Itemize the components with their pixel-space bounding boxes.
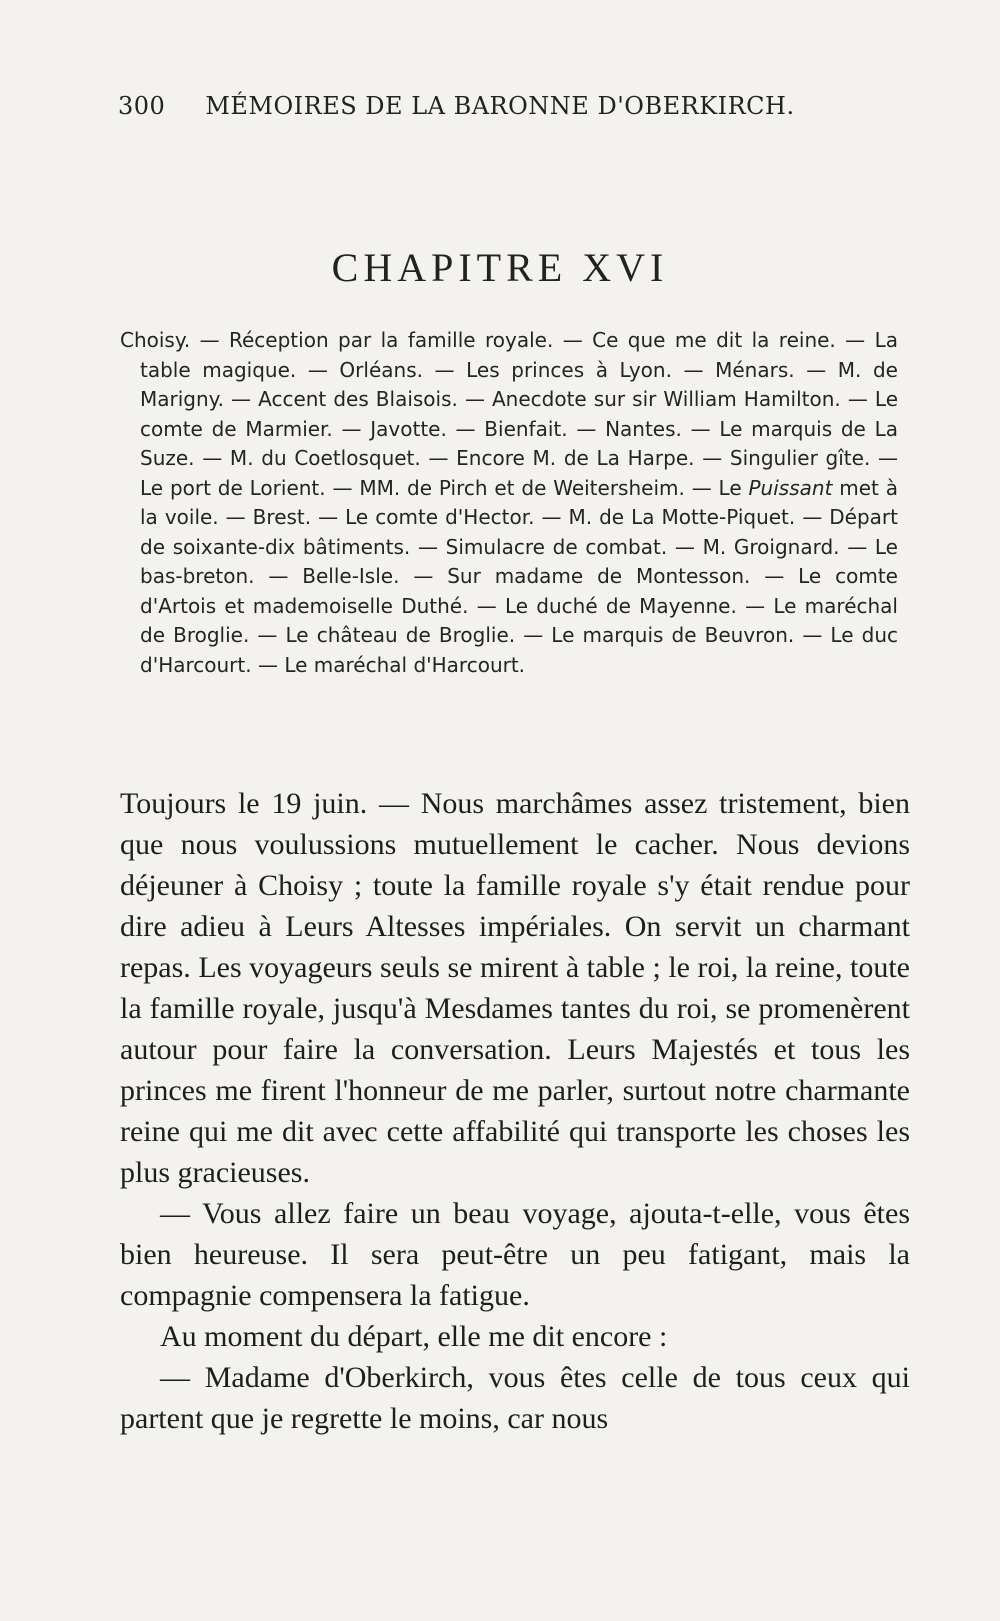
paragraph-1: Toujours le 19 juin. — Nous marchâmes assez tristement, bien que nous voulussions mutuellement le cacher. Nous devions déjeuner à Choisy ; toute la famille royale s'y était rendue pour dire adieu à Leurs Altesses impériales. On servit un charmant repas. Les voyageurs seuls se mirent à table ; le roi, la reine, toute la famille royale, jusqu'à Mesdames tantes du roi, se promenèrent autour pour faire la conversation. Leurs Majestés et tous les princes me firent l'honneur de me parler, surtout notre charmante reine qui me dit avec cette affabilité qui transporte les choses les plus gracieuses.: [120, 787, 910, 1189]
paragraph-2: — Vous allez faire un beau voyage, ajouta-t-elle, vous êtes bien heureuse. Il sera peut-être un peu fatigant, mais la compagnie compensera la fatigue.: [120, 1197, 910, 1312]
page-number: 300: [118, 92, 166, 120]
paragraph-4: — Madame d'Oberkirch, vous êtes celle de tous ceux qui partent que je regrette le moins, car nous: [120, 1361, 910, 1435]
body-text: [120, 783, 910, 1439]
running-head: [118, 92, 818, 120]
summary-text-part-1: Choisy. — Réception par la famille royale. — Ce que me dit la reine. — La table magique. — Orléans. — Les princes à Lyon. — Ménars. — M. de Marigny. — Accent des Blaisois. — Anecdote sur sir William Hamilton. — Le comte de Marmier. — Javotte. — Bienfait. — Nantes. — Le marquis de La Suze. — M. du Coetlosquet. — Encore M. de La Harpe. — Singulier gîte. — Le port de Lorient. — MM. de Pirch et de Weitersheim. — Le: [120, 328, 898, 500]
summary-text-part-2: met à la voile. — Brest. — Le comte d'Hector. — M. de La Motte-Piquet. — Départ de soixante-dix bâtiments. — Simulacre de combat. — M. Groignard. — Le bas-breton. — Belle-Isle. — Sur madame de Montesson. — Le comte d'Artois et mademoiselle Duthé. — Le duché de Mayenne. — Le maréchal de Broglie. — Le château de Broglie. — Le marquis de Beuvron. — Le duc d'Harcourt. — Le maréchal d'Harcourt.: [140, 475, 898, 677]
chapter-title: CHAPITRE XVI: [331, 245, 669, 290]
chapter-summary: [120, 326, 898, 680]
summary-italic-ship-name: Puissant: [748, 475, 833, 500]
paragraph-3: Au moment du départ, elle me dit encore :: [160, 1320, 668, 1353]
running-title: MÉMOIRES DE LA BARONNE D'OBERKIRCH.: [205, 92, 795, 120]
